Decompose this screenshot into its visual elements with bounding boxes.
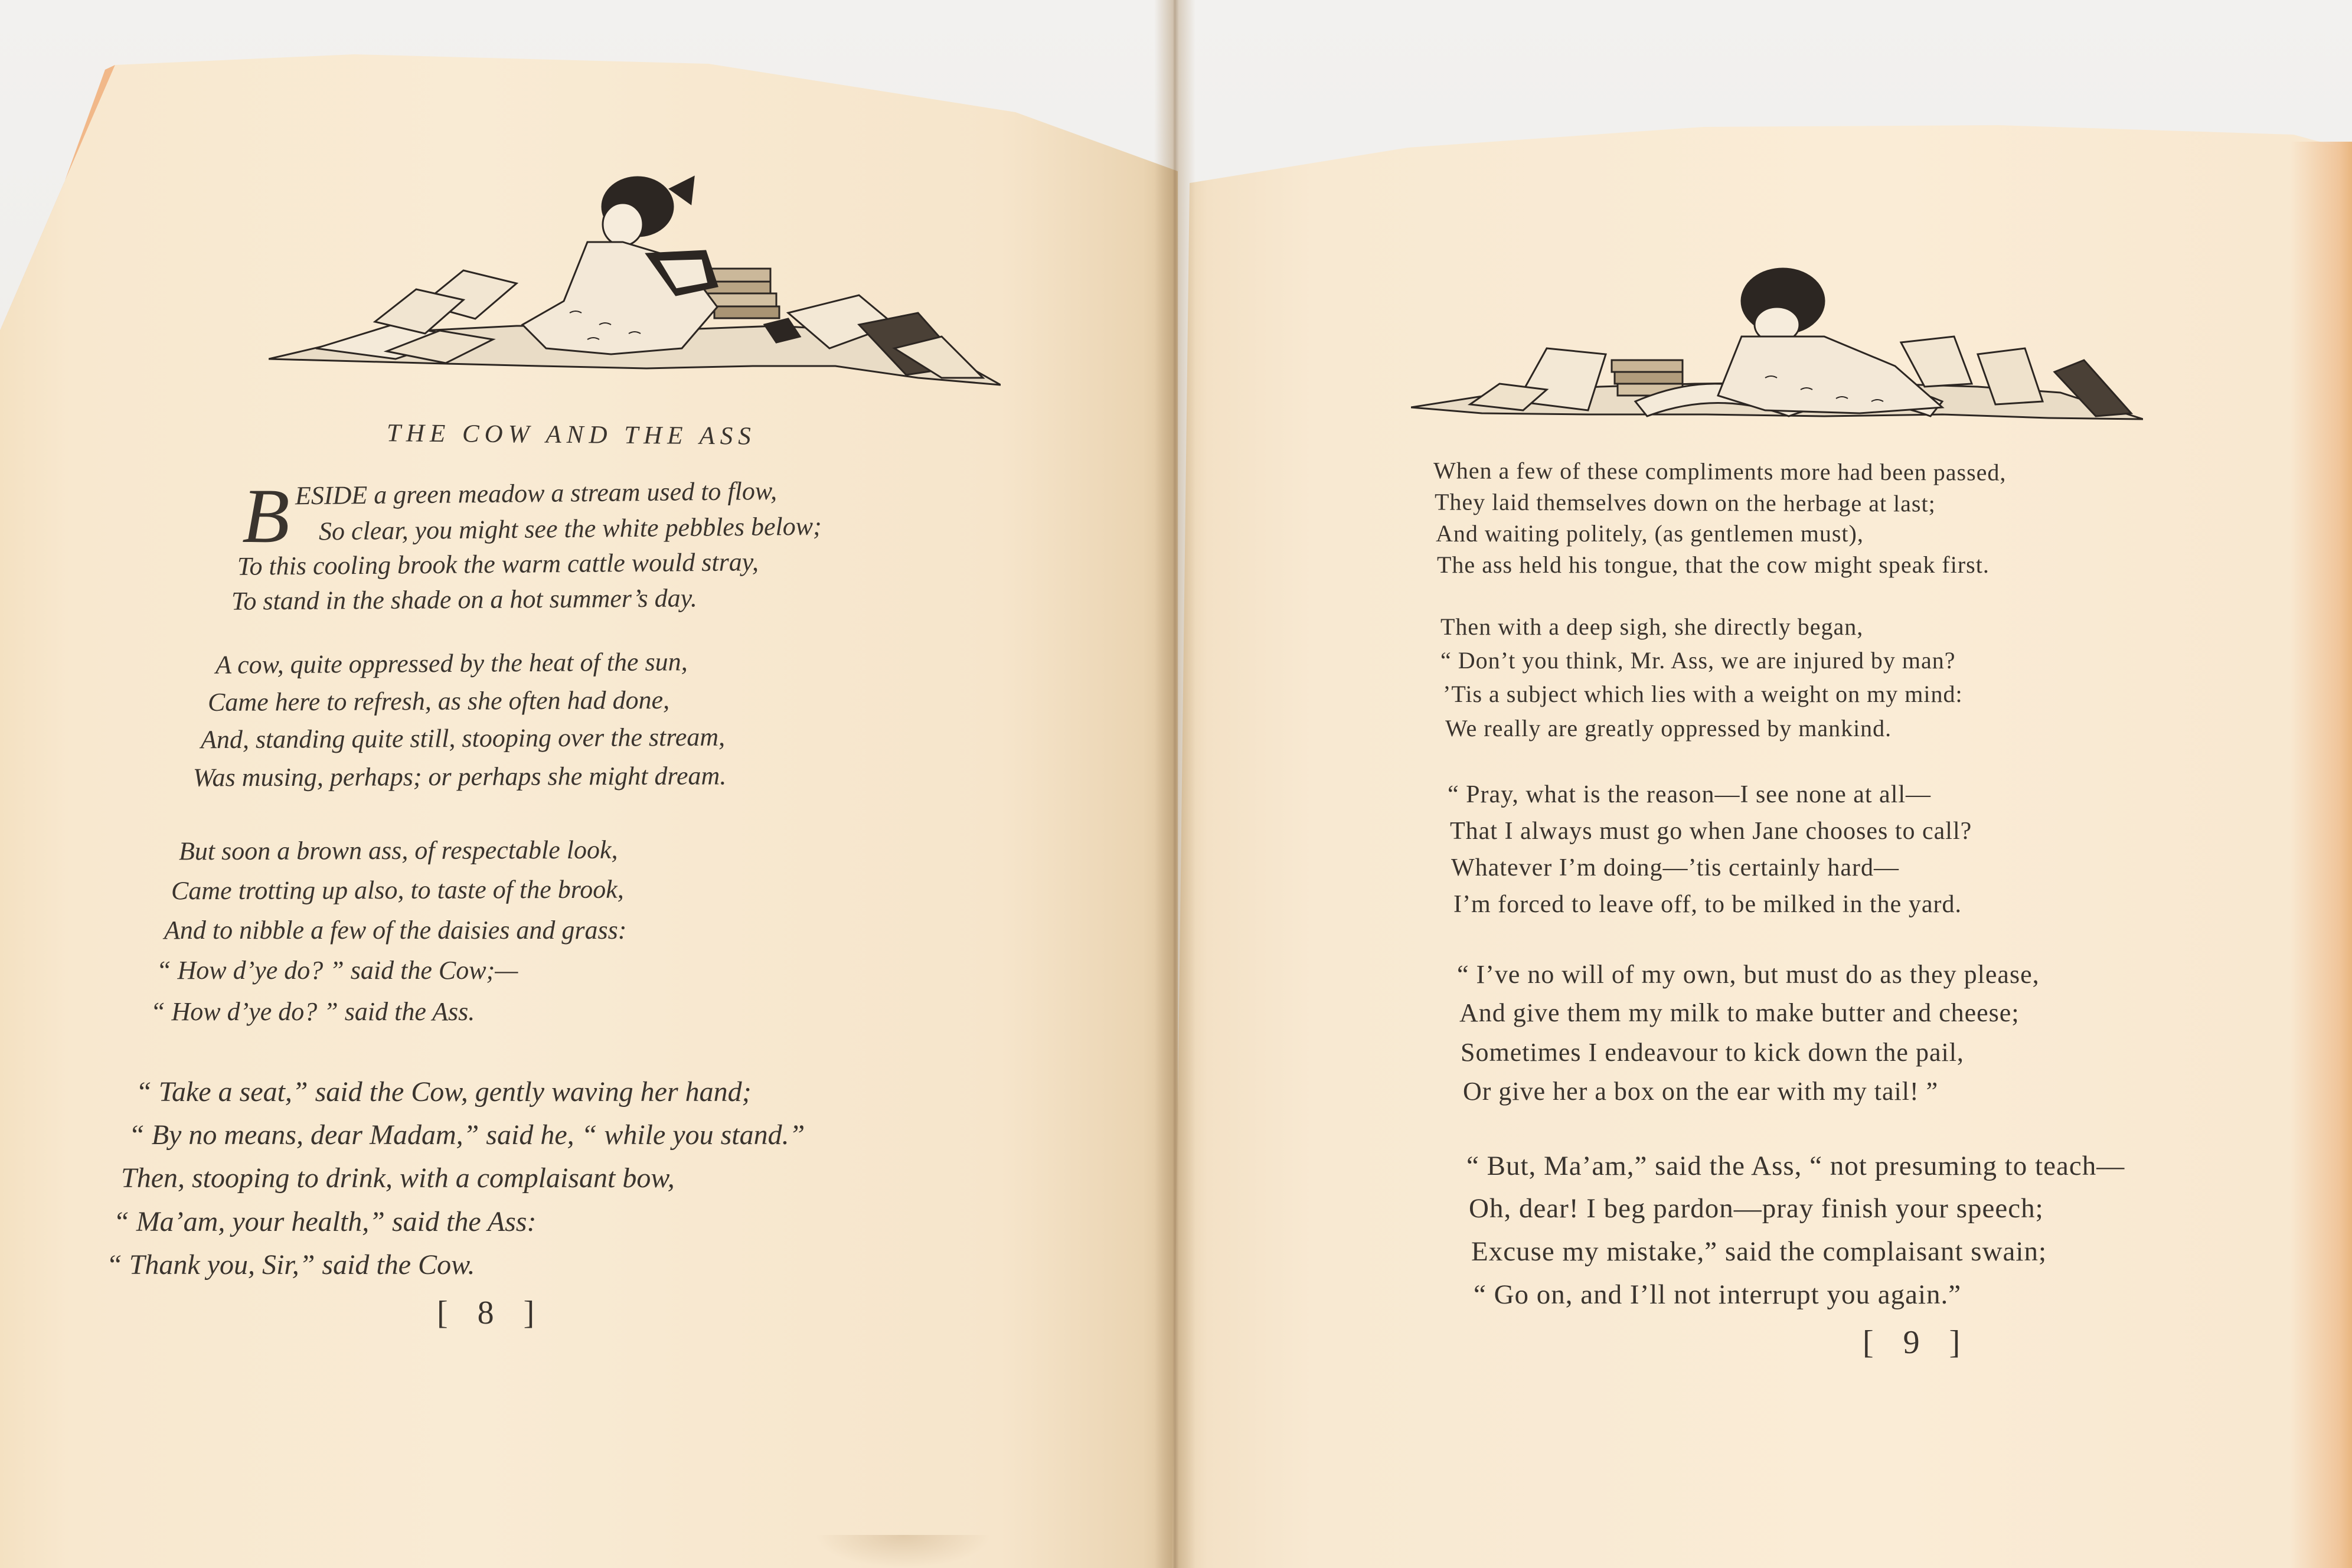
left-stanza4-line1: “ Take a seat,” said the Cow, gently waving her hand; [136,1076,752,1108]
left-stanza4-line2: “ By no means, dear Madam,” said he, “ while you stand.” [129,1119,805,1151]
left-stanza3-line3: And to nibble a few of the daisies and grass: [164,916,627,945]
left-stanza1-line4: To stand in the shade on a hot summer’s day. [231,583,697,616]
girl-reading-illustration [269,171,1001,390]
left-stanza1-line2: So clear, you might see the white pebbles below; [318,511,822,546]
left-stanza2-line1: A cow, quite oppressed by the heat of the sun, [215,647,688,680]
left-stanza1-line3: To this cooling brook the warm cattle would stray, [237,547,759,581]
right-stanza3-line1: “ Pray, what is the reason—I see none at all— [1448,781,1932,808]
left-stanza2-line3: And, standing quite still, stooping over the stream, [200,722,726,754]
right-page-number: [ 9 ] [1863,1324,1971,1361]
girl-sleeping-illustration [1411,266,2143,431]
left-stanza1-line1: ESIDE a green meadow a stream used to flow, [295,476,778,511]
right-stanza5-line3: Excuse my mistake,” said the complaisant swain; [1471,1236,2047,1267]
right-stanza1-line3: And waiting politely, (as gentlemen must), [1436,520,1864,547]
poem-title: THE COW AND THE ASS [386,419,756,450]
left-stanza2-line4: Was musing, perhaps; or perhaps she might dream. [192,761,727,792]
left-stanza3-line2: Came trotting up also, to taste of the brook, [171,874,624,906]
right-stanza4-line1: “ I’ve no will of my own, but must do as they please, [1457,960,2040,989]
left-stanza4-line4: “ Ma’am, your health,” said the Ass: [113,1206,537,1237]
right-stanza2-line4: We really are greatly oppressed by mankind. [1445,715,1892,741]
left-page-number: [ 8 ] [437,1295,545,1331]
left-stanza3-line1: But soon a brown ass, of respectable look, [178,835,618,866]
right-stanza2-line3: ’Tis a subject which lies with a weight on my mind: [1443,681,1963,707]
left-stanza4-line3: Then, stooping to drink, with a complaisant bow, [121,1162,675,1194]
right-stanza5-line4: “ Go on, and I’ll not interrupt you again.” [1474,1279,1962,1310]
right-page-edge [2291,142,2352,1568]
right-stanza3-line3: Whatever I’m doing—’tis certainly hard— [1451,854,1899,881]
page-shadow [815,1535,992,1568]
right-stanza3-line4: I’m forced to leave off, to be milked in the yard. [1453,891,1962,918]
left-stanza3-line4: “ How d’ye do? ” said the Cow;— [156,956,518,985]
right-stanza3-line2: That I always must go when Jane chooses to call? [1450,818,1972,845]
right-stanza2-line2: “ Don’t you think, Mr. Ass, we are injured by man? [1440,647,1956,674]
book-gutter [1154,0,1195,1568]
right-stanza1-line2: They laid themselves down on the herbage at last; [1434,488,1936,517]
right-stanza5-line2: Oh, dear! I beg pardon—pray finish your speech; [1469,1193,2044,1224]
right-stanza4-line2: And give them my milk to make butter and cheese; [1459,998,2020,1027]
left-stanza2-line2: Came here to refresh, as she often had done, [207,685,670,717]
drop-cap: B [242,472,290,559]
right-stanza5-line1: “ But, Ma’am,” said the Ass, “ not presuming to teach— [1466,1151,2125,1181]
right-stanza2-line1: Then with a deep sigh, she directly began, [1440,613,1864,640]
right-stanza4-line3: Sometimes I endeavour to kick down the pail, [1461,1038,1964,1067]
right-stanza1-line4: The ass held his tongue, that the cow might speak first. [1437,551,1990,578]
right-stanza1-line1: When a few of these compliments more had been passed, [1433,457,2007,486]
left-stanza4-line5: “ Thank you, Sir,” said the Cow. [106,1249,475,1280]
right-stanza4-line4: Or give her a box on the ear with my tail! ” [1463,1077,1939,1106]
left-stanza3-line5: “ How d’ye do? ” said the Ass. [151,997,475,1026]
